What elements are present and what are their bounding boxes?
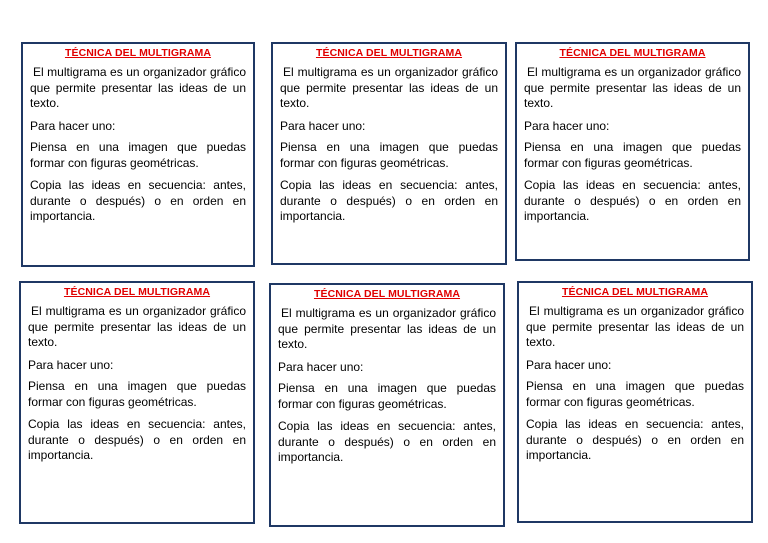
- card-step-heading: Para hacer uno:: [280, 118, 366, 133]
- card-step-1: Piensa en una imagen que puedas formar con figuras geométricas.: [526, 379, 744, 409]
- card-title: TÉCNICA DEL MULTIGRAMA: [559, 47, 706, 59]
- multigrama-card-5: [269, 283, 505, 527]
- multigrama-card-1: [21, 42, 255, 267]
- card-step-1: Piensa en una imagen que puedas formar con figuras geométricas.: [28, 379, 246, 409]
- multigrama-card-3: [515, 42, 750, 261]
- card-step-1: Piensa en una imagen que puedas formar con figuras geométricas.: [278, 381, 496, 411]
- card-step-heading: Para hacer uno:: [30, 118, 116, 133]
- card-title: TÉCNICA DEL MULTIGRAMA: [63, 286, 211, 298]
- card-step-heading: Para hacer uno:: [526, 357, 612, 372]
- card-intro: El multigrama es un organizador gráfico que permite presentar las ideas de un texto.: [278, 306, 496, 351]
- card-title: TÉCNICA DEL MULTIGRAMA: [315, 47, 463, 59]
- card-intro: El multigrama es un organizador gráfico que permite presentar las ideas de un texto.: [280, 65, 498, 110]
- card-step-heading: Para hacer uno:: [524, 118, 610, 133]
- card-step-2: Copia las ideas en secuencia: antes, durante o después) o en orden en importancia.: [280, 178, 498, 223]
- card-step-2: Copia las ideas en secuencia: antes, durante o después) o en orden en importancia.: [524, 178, 741, 223]
- card-step-2: Copia las ideas en secuencia: antes, durante o después) o en orden en importancia.: [30, 178, 246, 223]
- card-intro: El multigrama es un organizador gráfico que permite presentar las ideas de un texto.: [28, 304, 246, 349]
- card-title: TÉCNICA DEL MULTIGRAMA: [561, 286, 709, 298]
- card-intro: El multigrama es un organizador gráfico que permite presentar las ideas de un texto.: [526, 304, 744, 349]
- multigrama-card-4: [19, 281, 255, 524]
- card-step-1: Piensa en una imagen que puedas formar con figuras geométricas.: [30, 140, 246, 170]
- card-step-2: Copia las ideas en secuencia: antes, durante o después) o en orden en importancia.: [28, 417, 246, 462]
- card-step-2: Copia las ideas en secuencia: antes, durante o después) o en orden en importancia.: [526, 417, 744, 462]
- card-step-heading: Para hacer uno:: [278, 359, 364, 374]
- card-title: TÉCNICA DEL MULTIGRAMA: [64, 47, 212, 59]
- multigrama-card-6: [517, 281, 753, 523]
- card-step-1: Piensa en una imagen que puedas formar con figuras geométricas.: [524, 140, 741, 170]
- card-step-2: Copia las ideas en secuencia: antes, durante o después) o en orden en importancia.: [278, 419, 496, 464]
- card-intro: El multigrama es un organizador gráfico que permite presentar las ideas de un texto.: [30, 65, 246, 110]
- card-step-1: Piensa en una imagen que puedas formar con figuras geométricas.: [280, 140, 498, 170]
- card-title: TÉCNICA DEL MULTIGRAMA: [313, 288, 461, 300]
- card-intro: El multigrama es un organizador gráfico que permite presentar las ideas de un texto.: [524, 65, 741, 110]
- multigrama-card-2: [271, 42, 507, 265]
- card-step-heading: Para hacer uno:: [28, 357, 114, 372]
